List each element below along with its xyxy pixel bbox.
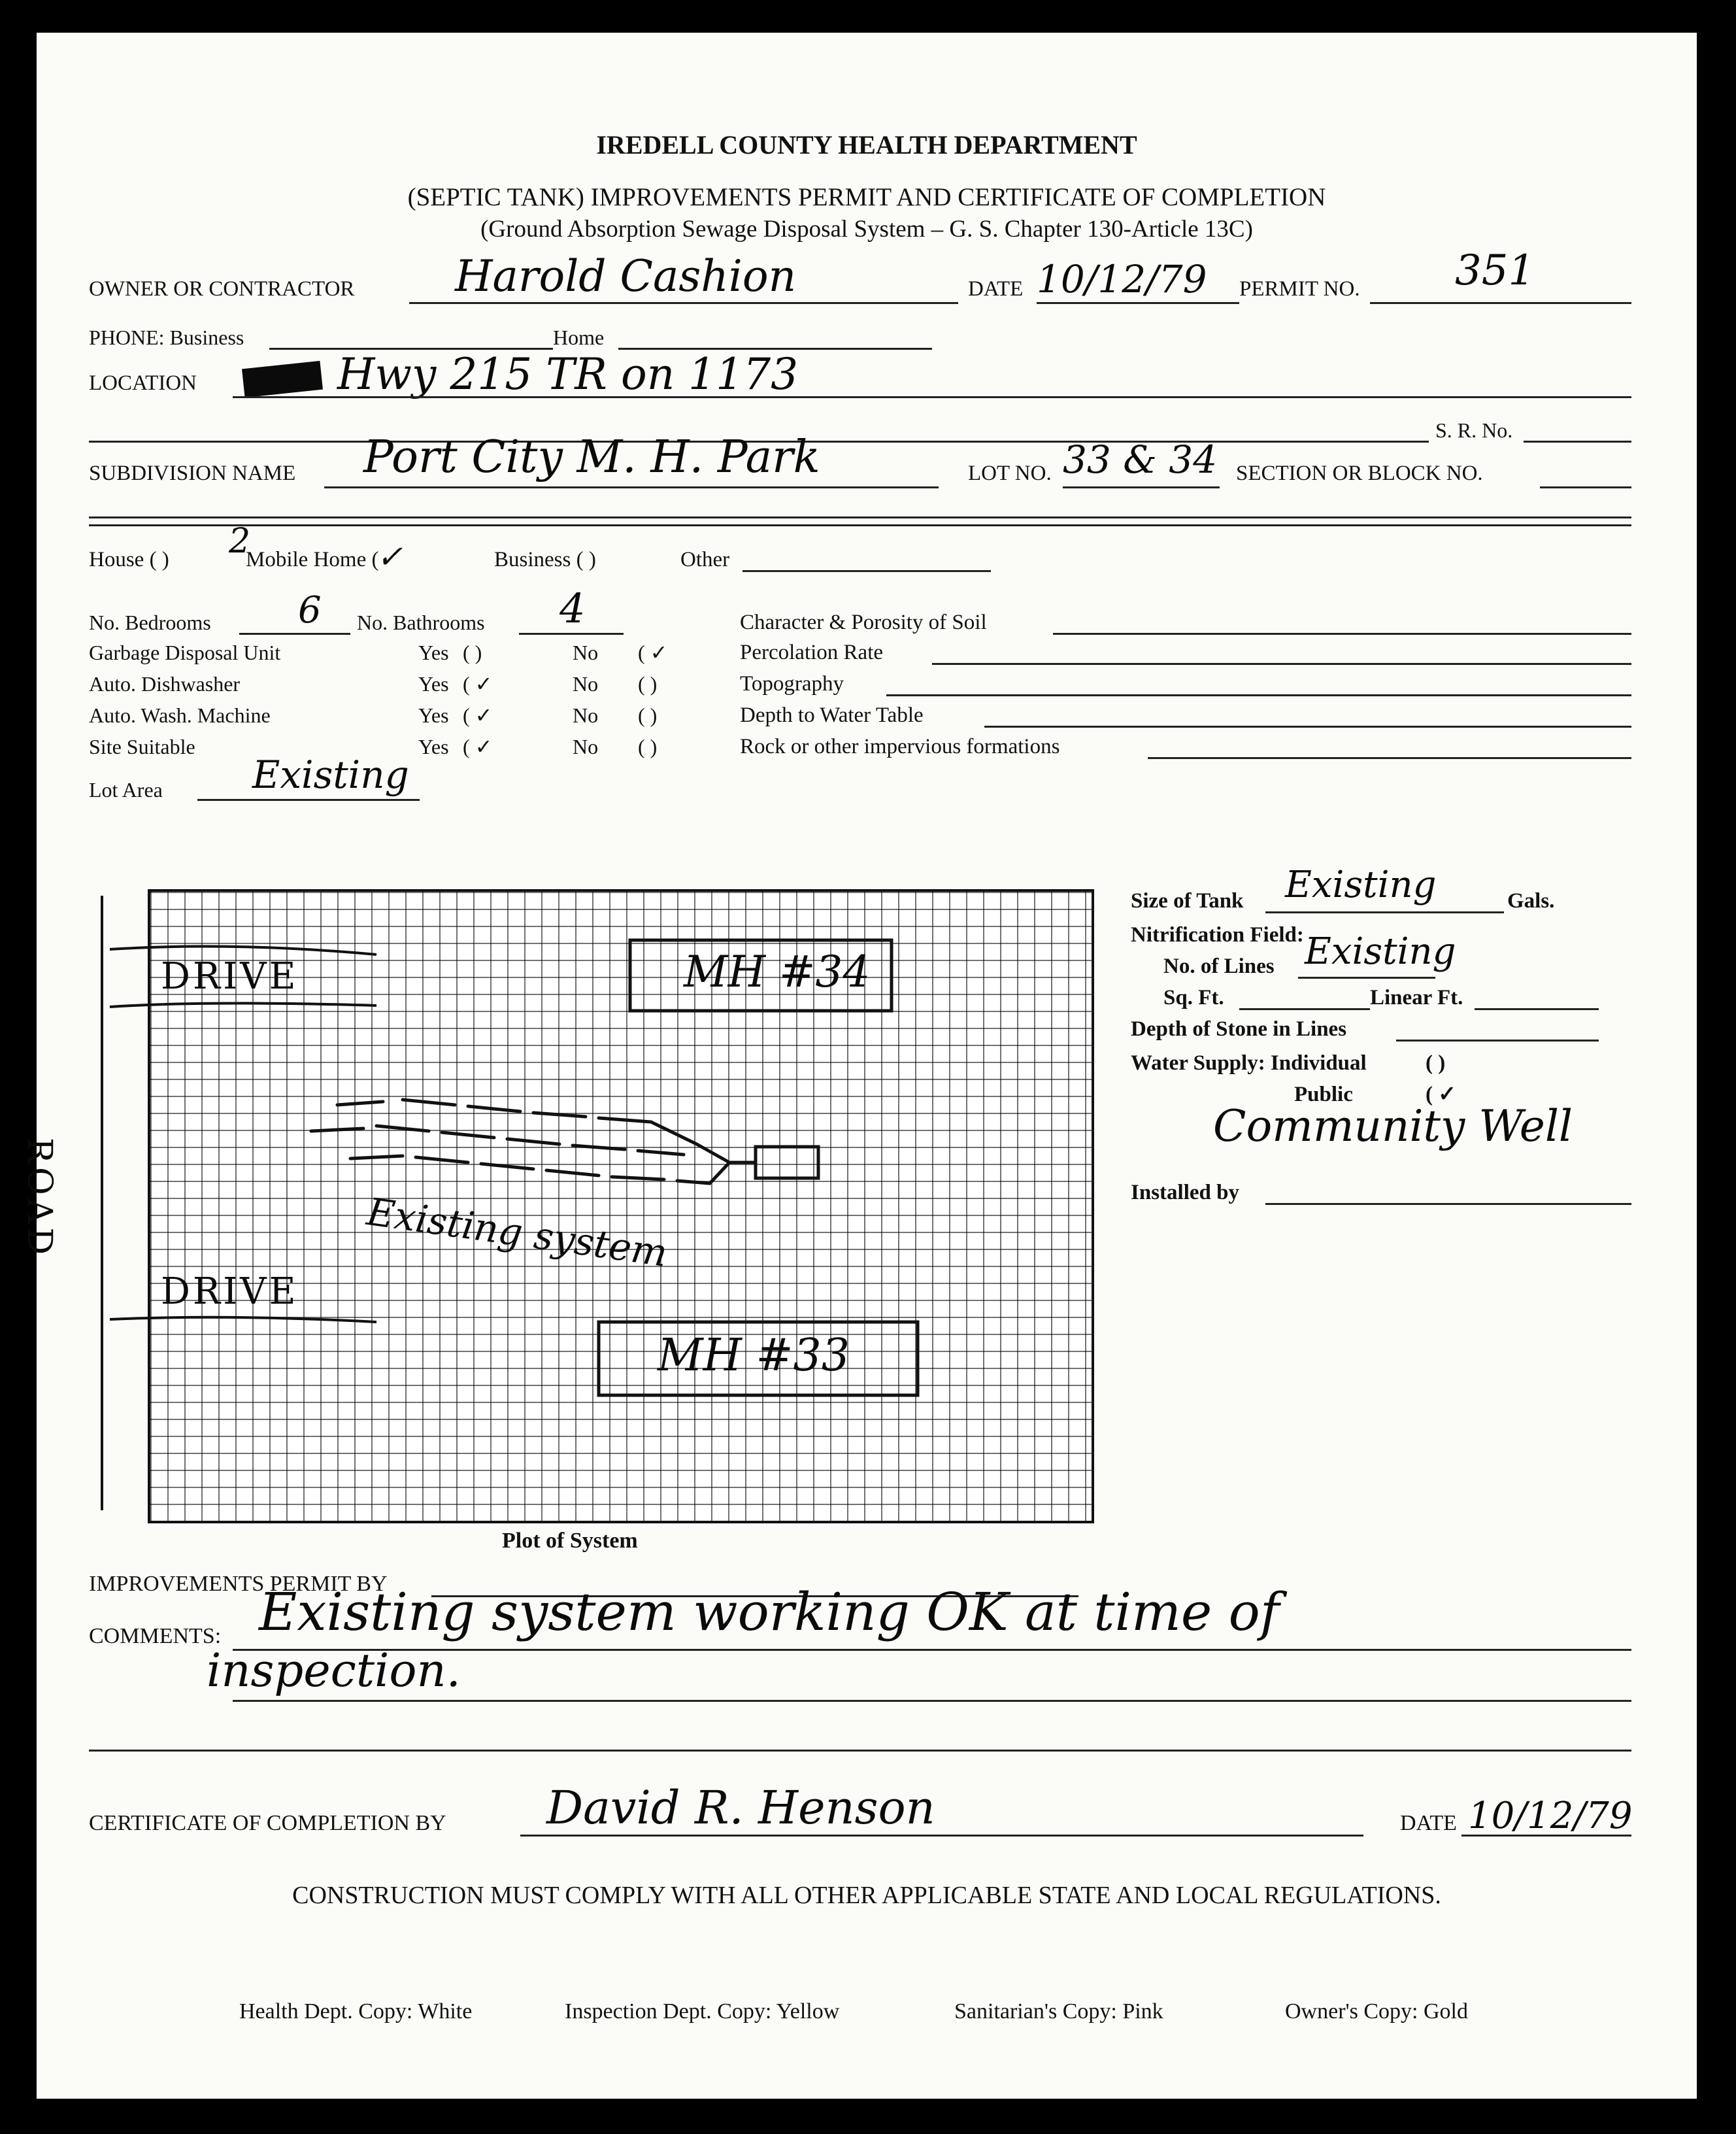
plot-drawing — [37, 33, 1697, 1602]
subdivision-value: Port City M. H. Park — [363, 432, 820, 483]
house-label: House ( ) — [89, 548, 169, 571]
sq-ft-label: Sq. Ft. — [1163, 986, 1224, 1009]
phone-business-label: PHONE: Business — [89, 326, 244, 349]
date-label: DATE — [968, 277, 1024, 301]
site-suitable-yes-label: Yes — [418, 735, 449, 758]
comments-line-2 — [233, 1700, 1631, 1702]
percolation-rate-label: Percolation Rate — [740, 641, 884, 664]
comments-line-3 — [89, 1750, 1631, 1752]
septic-tank-box — [756, 1147, 818, 1178]
garbage-no-mark: ( ✓ — [638, 641, 668, 664]
copy-inspection-dept: Inspection Dept. Copy: Yellow — [565, 1999, 840, 2024]
copy-health-dept: Health Dept. Copy: White — [239, 1999, 473, 2024]
installed-by-line — [1265, 1203, 1631, 1205]
tank-size-value: Existing — [1285, 864, 1437, 906]
gals-label: Gals. — [1507, 889, 1555, 913]
lot-no-label: LOT NO. — [968, 462, 1052, 485]
bathrooms-label: No. Bathrooms — [357, 611, 485, 634]
phone-home-label: Home — [553, 326, 605, 349]
public-mark: ( ✓ — [1426, 1083, 1456, 1106]
water-supply-label: Water Supply: Individual — [1131, 1051, 1367, 1075]
site-suitable-no-mark: ( ) — [638, 735, 658, 758]
copy-owner: Owner's Copy: Gold — [1285, 1999, 1469, 2024]
permit-label: PERMIT NO. — [1239, 277, 1360, 301]
drive-top-label: DRIVE — [161, 955, 299, 998]
certificate-signature: David R. Henson — [546, 1781, 935, 1835]
permit-value: 351 — [1455, 246, 1535, 295]
location-label: LOCATION — [89, 371, 197, 395]
bedrooms-value: 6 — [298, 589, 322, 632]
bathrooms-value: 4 — [559, 584, 586, 632]
comments-label: COMMENTS: — [89, 1624, 222, 1648]
dishwasher-yes-mark: ( ✓ — [463, 672, 493, 696]
drive-bottom-line — [110, 1317, 376, 1322]
garbage-disposal-label: Garbage Disposal Unit — [89, 641, 281, 664]
individual-mark: ( ) — [1426, 1051, 1446, 1075]
wash-machine-no-label: No — [573, 703, 599, 727]
lot-area-label: Lot Area — [89, 778, 163, 802]
wash-machine-label: Auto. Wash. Machine — [89, 703, 271, 727]
location-value: Hwy 215 TR on 1173 — [337, 349, 799, 399]
wash-machine-no-mark: ( ) — [638, 703, 658, 727]
garbage-no-label: No — [573, 641, 599, 664]
section-block-label: SECTION OR BLOCK NO. — [1236, 462, 1483, 485]
dishwasher-no-label: No — [573, 672, 599, 696]
comments-text-2: inspection. — [207, 1644, 461, 1697]
other-label: Other — [680, 548, 730, 571]
mobile-home-label: Mobile Home ( — [246, 548, 379, 571]
stone-depth-line — [1396, 1040, 1599, 1042]
no-of-lines-line — [1298, 977, 1435, 979]
copy-sanitarian: Sanitarian's Copy: Pink — [954, 1999, 1163, 2024]
drive-bottom-label: DRIVE — [161, 1270, 299, 1313]
installed-by-label: Installed by — [1131, 1181, 1239, 1204]
wash-machine-yes-label: Yes — [418, 703, 449, 727]
linear-ft-label: Linear Ft. — [1370, 986, 1463, 1009]
rock-formations-label: Rock or other impervious formations — [740, 735, 1060, 758]
mobile-home-check: ✓ — [376, 539, 403, 575]
linear-ft-line — [1475, 1008, 1599, 1010]
form-subtitle: (Ground Absorption Sewage Disposal System – G. S. Chapter 130-Article 13C) — [480, 216, 1253, 243]
mh-34-label: MH #34 — [684, 947, 871, 997]
business-label: Business ( ) — [494, 548, 596, 571]
certificate-date-value: 10/12/79 — [1468, 1795, 1633, 1837]
site-suitable-no-label: No — [573, 735, 599, 758]
bedrooms-label: No. Bedrooms — [89, 611, 211, 634]
sq-ft-line — [1239, 1008, 1370, 1010]
department-heading: IREDELL COUNTY HEALTH DEPARTMENT — [596, 130, 1137, 160]
owner-label: OWNER OR CONTRACTOR — [89, 277, 355, 301]
lot-area-value: Existing — [252, 753, 409, 797]
certificate-date-label: DATE — [1400, 1811, 1457, 1835]
tank-size-line — [1265, 911, 1504, 913]
drive-top-line-lower — [110, 1003, 376, 1007]
owner-value: Harold Cashion — [455, 251, 797, 301]
drive-top-line-upper — [110, 947, 376, 955]
permit-form — [20, 33, 1697, 2099]
permit-by-label: IMPROVEMENTS PERMIT BY — [89, 1572, 388, 1596]
date-value: 10/12/79 — [1037, 257, 1207, 301]
no-of-lines-value: Existing — [1305, 930, 1456, 973]
public-label: Public — [1294, 1083, 1353, 1106]
absorption-lines — [311, 1100, 756, 1183]
existing-system-note: Existing system — [364, 1189, 671, 1276]
topography-label: Topography — [740, 672, 844, 696]
mh-33-label: MH #33 — [658, 1330, 850, 1381]
subdivision-label: SUBDIVISION NAME — [89, 462, 296, 485]
dishwasher-yes-label: Yes — [418, 672, 449, 696]
soil-character-label: Character & Porosity of Soil — [740, 611, 987, 634]
lot-no-value: 33 & 34 — [1063, 437, 1218, 482]
water-supply-note: Community Well — [1213, 1101, 1573, 1151]
certificate-line — [520, 1835, 1363, 1837]
tank-size-label: Size of Tank — [1131, 889, 1244, 913]
dishwasher-no-mark: ( ) — [638, 672, 658, 696]
no-of-lines-label: No. of Lines — [1163, 955, 1275, 978]
certificate-label: CERTIFICATE OF COMPLETION BY — [89, 1811, 446, 1835]
site-suitable-yes-mark: ( ✓ — [463, 735, 493, 758]
garbage-yes-label: Yes — [418, 641, 449, 664]
garbage-yes-mark: ( ) — [463, 641, 482, 664]
house-mark: 2 — [229, 522, 251, 561]
dishwasher-label: Auto. Dishwasher — [89, 672, 241, 696]
wash-machine-yes-mark: ( ✓ — [463, 703, 493, 727]
form-title: (SEPTIC TANK) IMPROVEMENTS PERMIT AND CERTIFICATE OF COMPLETION — [407, 183, 1326, 211]
water-table-label: Depth to Water Table — [740, 703, 924, 727]
road-label: ROAD — [20, 1138, 59, 1259]
stone-depth-label: Depth of Stone in Lines — [1131, 1017, 1347, 1041]
plot-caption: Plot of System — [502, 1529, 638, 1553]
comments-text-1: Existing system working OK at time of — [259, 1582, 1280, 1642]
sr-no-label: S. R. No. — [1435, 418, 1513, 442]
site-suitable-label: Site Suitable — [89, 735, 195, 758]
compliance-notice: CONSTRUCTION MUST COMPLY WITH ALL OTHER APPLICABLE STATE AND LOCAL REGULATIONS. — [292, 1882, 1441, 1909]
nitrification-label: Nitrification Field: — [1131, 923, 1304, 947]
